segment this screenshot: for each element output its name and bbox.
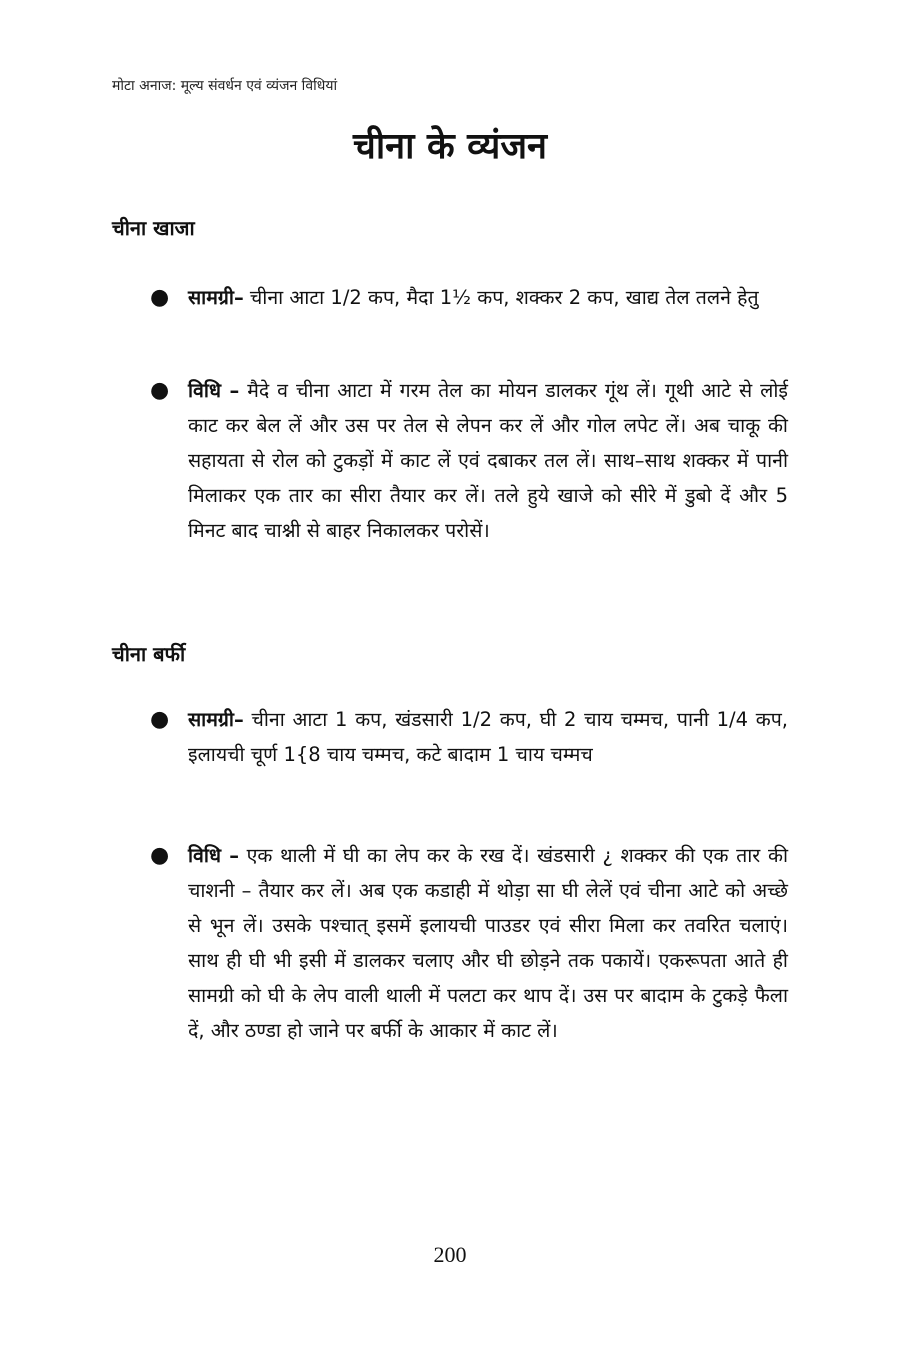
section-heading-cheena-barfi: चीना बर्फी — [112, 642, 186, 666]
list-item-ingredients — [150, 702, 790, 772]
item-body — [188, 838, 788, 1048]
item-body — [188, 702, 788, 772]
page-number: 200 — [433, 1242, 467, 1267]
item-text: चीना आटा 1/2 कप, मैदा 1½ कप, शक्कर 2 कप, खाद्य तेल तलने हेतु — [243, 286, 759, 309]
list-item-method — [150, 838, 790, 1048]
item-body — [188, 280, 788, 315]
section-heading-cheena-khaja: चीना खाजा — [112, 216, 195, 240]
list-item-ingredients — [150, 280, 790, 315]
item-label: विधि – — [188, 844, 239, 867]
bullet-icon: ● — [150, 285, 170, 310]
bullet-icon: ● — [150, 707, 170, 732]
page-title: चीना के व्यंजन — [352, 126, 548, 167]
item-label: सामग्री– — [188, 708, 244, 731]
item-text: एक थाली में घी का लेप कर के रख दें। खंडसारी ¿ शक्कर की एक तार की चाशनी – तैयार कर लें। अब एक कडाही में थोड़ा सा घी लेलें एवं चीना आटे को अच्छे से भून लें। उसके पश्चात् इसमें इलायची पाउडर एवं सीरा मिला कर तवरित चलाएं। साथ ही घी भी इसी में डालकर चलाए और घी छोड़ने तक पकायें। एकरूपता आते ही सामग्री को घी के लेप वाली थाली में पलटा कर थाप दें। उस पर बादाम के टुकड़े फैला दें, और ठण्डा हो जाने पर बर्फी के आकार में काट लें। — [188, 844, 788, 1042]
item-label: विधि – — [188, 379, 240, 402]
bullet-icon: ● — [150, 378, 170, 403]
item-body — [188, 373, 788, 548]
bullet-icon: ● — [150, 843, 170, 868]
item-text: मैदे व चीना आटा में गरम तेल का मोयन डालकर गूंथ लें। गूथी आटे से लोई काट कर बेल लें और उस पर तेल से लेपन कर लें और गोल लपेट लें। अब चाकू की सहायता से रोल को टुकड़ों में काट लें एवं दबाकर तल लें। साथ–साथ शक्कर में पानी मिलाकर एक तार का सीरा तैयार कर लें। तले हुये खाजे को सीरे में डुबो दें और 5 मिनट बाद चाश्नी से बाहर निकालकर परोसें। — [188, 379, 788, 542]
running-header: मोटा अनाज: मूल्य संवर्धन एवं व्यंजन विधियां — [112, 78, 338, 94]
list-item-method — [150, 373, 790, 548]
item-text: चीना आटा 1 कप, खंडसारी 1/2 कप, घी 2 चाय चम्मच, पानी 1/4 कप, इलायची चूर्ण 1{8 चाय चम्मच, कटे बादाम 1 चाय चम्मच — [188, 708, 788, 766]
item-label: सामग्री– — [188, 286, 244, 309]
